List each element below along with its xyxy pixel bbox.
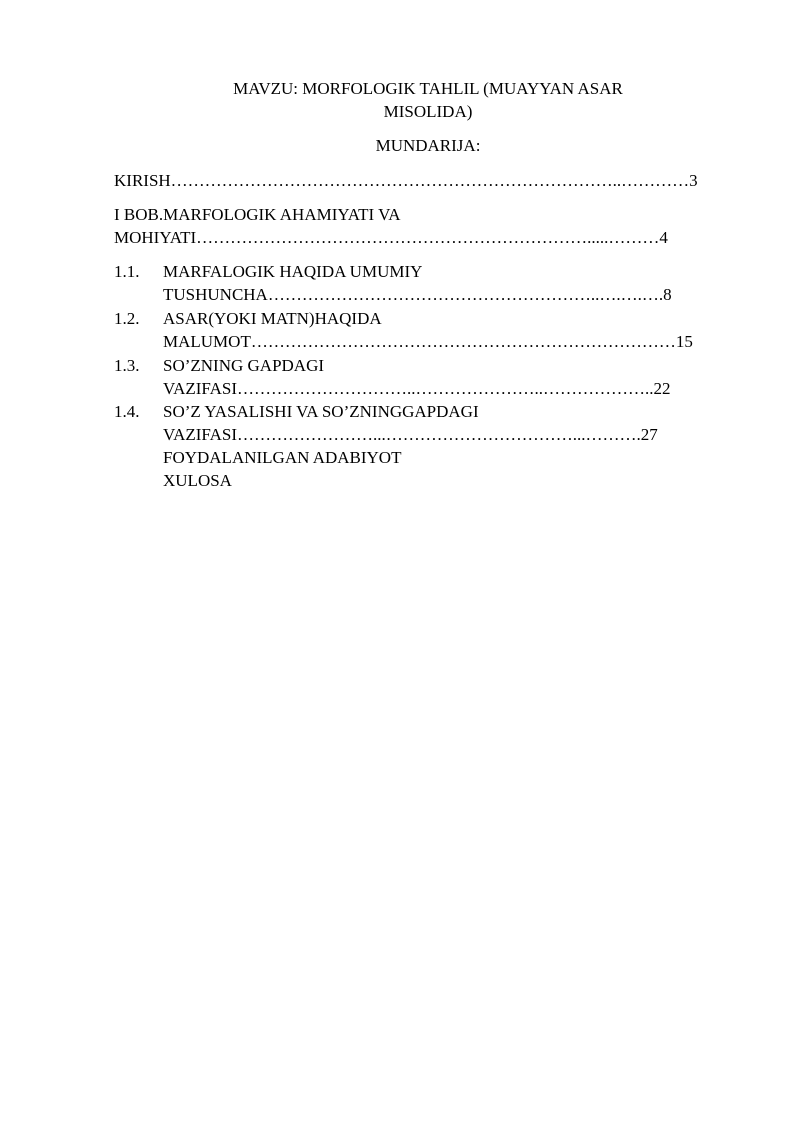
document-title-line-2: MISOLIDA)	[383, 102, 473, 121]
toc-entry-xulosa: XULOSA	[163, 471, 232, 490]
toc-item-number: 1.3.	[114, 356, 140, 375]
toc-entry-bob1-line-1: I BOB.MARFOLOGIK AHAMIYATI VA	[114, 205, 401, 224]
toc-item-line-2: VAZIFASI…………………………..…………………..………………..22	[163, 379, 671, 398]
toc-item-line-2: TUSHUNCHA…………………………………………………..….….….8	[163, 285, 672, 304]
toc-item-line-1: MARFALOGIK HAQIDA UMUMIY	[163, 262, 423, 281]
toc-entry-bob1-line-2: MOHIYATI…………………………………………………………….....………4	[114, 228, 668, 247]
toc-entry-kirish: KIRISH……………………………………………………………………..…………3	[114, 171, 698, 190]
toc-item-number: 1.4.	[114, 402, 140, 421]
toc-heading: MUNDARIJA:	[375, 136, 481, 155]
toc-item-line-1: ASAR(YOKI MATN)HAQIDA	[163, 309, 382, 328]
toc-entry-foydalanilgan-adabiyot: FOYDALANILGAN ADABIYOT	[163, 448, 402, 467]
document-title-line-1: MAVZU: MORFOLOGIK TAHLIL (MUAYYAN ASAR	[233, 79, 623, 98]
toc-item-number: 1.2.	[114, 309, 140, 328]
toc-item-line-1: SO’Z YASALISHI VA SO’ZNINGGAPDAGI	[163, 402, 479, 421]
toc-item-line-2: MALUMOT…………………………………………………………………15	[163, 332, 693, 351]
toc-item-line-2: VAZIFASI……………………...……………………………...……….27	[163, 425, 658, 444]
toc-item-number: 1.1.	[114, 262, 140, 281]
toc-item-line-1: SO’ZNING GAPDAGI	[163, 356, 325, 375]
